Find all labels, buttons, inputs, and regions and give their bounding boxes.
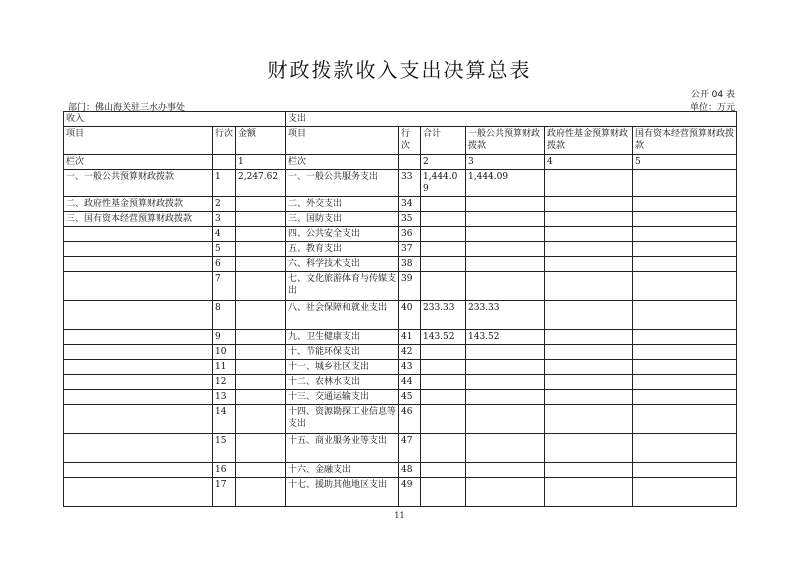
lanci-state: 5 xyxy=(633,155,737,170)
income-row-no: 6 xyxy=(213,257,236,272)
expense-item: 十二、农林水支出 xyxy=(286,375,399,390)
table-row xyxy=(64,478,737,507)
income-item xyxy=(64,227,213,242)
income-row-no: 1 xyxy=(213,170,236,197)
state-capital-amount xyxy=(633,242,737,257)
expense-header: 支出 xyxy=(286,112,737,127)
total-amount: 1,444.09 xyxy=(421,170,466,197)
state-capital-amount xyxy=(633,227,737,242)
expense-item: 十七、援助其他地区支出 xyxy=(286,478,399,507)
state-capital-amount xyxy=(633,170,737,197)
expense-row-no: 41 xyxy=(399,330,421,345)
income-row-no: 2 xyxy=(213,197,236,212)
document-title: 财政拨款收入支出决算总表 xyxy=(267,58,532,82)
total-amount xyxy=(421,405,466,434)
income-item xyxy=(64,242,213,257)
expense-item: 十三、交通运输支出 xyxy=(286,390,399,405)
lanci-row xyxy=(64,155,737,170)
income-row-no: 10 xyxy=(213,345,236,360)
income-amount xyxy=(236,301,286,330)
col-expense-item: 项目 xyxy=(286,127,399,155)
general-budget-amount xyxy=(466,434,545,463)
col-gov-fund: 政府性基金预算财政拨款 xyxy=(545,127,633,155)
table-row xyxy=(64,463,737,478)
state-capital-amount xyxy=(633,463,737,478)
lanci-label: 栏次 xyxy=(64,155,213,170)
general-budget-amount xyxy=(466,227,545,242)
state-capital-amount xyxy=(633,360,737,375)
income-amount xyxy=(236,212,286,227)
income-amount xyxy=(236,405,286,434)
table-row xyxy=(64,360,737,375)
expense-item: 十五、商业服务业等支出 xyxy=(286,434,399,463)
general-budget-amount xyxy=(466,463,545,478)
total-amount xyxy=(421,227,466,242)
lanci-total: 2 xyxy=(421,155,466,170)
table-row xyxy=(64,405,737,434)
income-item xyxy=(64,390,213,405)
income-amount xyxy=(236,330,286,345)
gov-fund-amount xyxy=(545,478,633,507)
income-item xyxy=(64,345,213,360)
general-budget-amount: 233.33 xyxy=(466,301,545,330)
expense-item: 二、外交支出 xyxy=(286,197,399,212)
income-row-no: 16 xyxy=(213,463,236,478)
general-budget-amount xyxy=(466,360,545,375)
gov-fund-amount xyxy=(545,330,633,345)
table-row xyxy=(64,330,737,345)
gov-fund-amount xyxy=(545,463,633,478)
expense-item: 一、一般公共服务支出 xyxy=(286,170,399,197)
expense-item: 七、文化旅游体育与传媒支出 xyxy=(286,272,399,301)
income-item xyxy=(64,360,213,375)
income-row-no: 5 xyxy=(213,242,236,257)
income-row-no: 7 xyxy=(213,272,236,301)
general-budget-amount xyxy=(466,345,545,360)
expense-row-no: 42 xyxy=(399,345,421,360)
income-item xyxy=(64,301,213,330)
col-income-row: 行次 xyxy=(213,127,236,155)
general-budget-amount xyxy=(466,212,545,227)
column-header-row xyxy=(64,127,737,155)
expense-item: 三、国防支出 xyxy=(286,212,399,227)
income-row-no: 4 xyxy=(213,227,236,242)
total-amount xyxy=(421,463,466,478)
state-capital-amount xyxy=(633,212,737,227)
gov-fund-amount xyxy=(545,242,633,257)
total-amount xyxy=(421,242,466,257)
general-budget-amount xyxy=(466,197,545,212)
income-row-no: 11 xyxy=(213,360,236,375)
general-budget-amount xyxy=(466,242,545,257)
income-amount xyxy=(236,390,286,405)
expense-row-no: 36 xyxy=(399,227,421,242)
income-row-no: 12 xyxy=(213,375,236,390)
income-row-no: 15 xyxy=(213,434,236,463)
total-amount xyxy=(421,360,466,375)
col-state-capital: 国有资本经营预算财政拨款 xyxy=(633,127,737,155)
col-total: 合计 xyxy=(421,127,466,155)
state-capital-amount xyxy=(633,434,737,463)
expense-item: 十、节能环保支出 xyxy=(286,345,399,360)
table-row xyxy=(64,390,737,405)
gov-fund-amount xyxy=(545,375,633,390)
lanci-amount: 1 xyxy=(236,155,286,170)
expense-item: 十一、城乡社区支出 xyxy=(286,360,399,375)
expense-row-no: 37 xyxy=(399,242,421,257)
income-row-no: 3 xyxy=(213,212,236,227)
gov-fund-amount xyxy=(545,405,633,434)
income-item xyxy=(64,375,213,390)
income-amount xyxy=(236,345,286,360)
expense-item: 九、卫生健康支出 xyxy=(286,330,399,345)
total-amount xyxy=(421,272,466,301)
total-amount xyxy=(421,478,466,507)
income-row-no: 8 xyxy=(213,301,236,330)
expense-row-no: 38 xyxy=(399,257,421,272)
lanci-general: 3 xyxy=(466,155,545,170)
col-expense-row: 行次 xyxy=(399,127,421,155)
gov-fund-amount xyxy=(545,345,633,360)
state-capital-amount xyxy=(633,257,737,272)
income-amount xyxy=(236,242,286,257)
gov-fund-amount xyxy=(545,197,633,212)
income-item: 二、政府性基金预算财政拨款 xyxy=(64,197,213,212)
gov-fund-amount xyxy=(545,212,633,227)
state-capital-amount xyxy=(633,478,737,507)
expense-row-no: 40 xyxy=(399,301,421,330)
table-row xyxy=(64,375,737,390)
table-row xyxy=(64,212,737,227)
total-amount xyxy=(421,434,466,463)
table-row xyxy=(64,197,737,212)
table-row xyxy=(64,170,737,197)
gov-fund-amount xyxy=(545,434,633,463)
state-capital-amount xyxy=(633,330,737,345)
gov-fund-amount xyxy=(545,360,633,375)
gov-fund-amount xyxy=(545,257,633,272)
table-row xyxy=(64,301,737,330)
state-capital-amount xyxy=(633,272,737,301)
expense-row-no: 44 xyxy=(399,375,421,390)
department-label: 部门：佛山海关驻三水办事处 xyxy=(68,103,186,113)
expense-row-no: 35 xyxy=(399,212,421,227)
income-item xyxy=(64,272,213,301)
income-row-no: 14 xyxy=(213,405,236,434)
lanci-label-2: 栏次 xyxy=(286,155,399,170)
total-amount xyxy=(421,257,466,272)
income-amount xyxy=(236,197,286,212)
income-item: 一、一般公共预算财政拨款 xyxy=(64,170,213,197)
general-budget-amount: 143.52 xyxy=(466,330,545,345)
expense-row-no: 34 xyxy=(399,197,421,212)
income-item: 三、国有资本经营预算财政拨款 xyxy=(64,212,213,227)
income-row-no: 9 xyxy=(213,330,236,345)
expense-item: 十六、金融支出 xyxy=(286,463,399,478)
expense-item: 六、科学技术支出 xyxy=(286,257,399,272)
income-item xyxy=(64,463,213,478)
gov-fund-amount xyxy=(545,272,633,301)
table-row xyxy=(64,242,737,257)
income-item xyxy=(64,257,213,272)
income-item xyxy=(64,405,213,434)
general-budget-amount xyxy=(466,478,545,507)
state-capital-amount xyxy=(633,197,737,212)
income-amount xyxy=(236,478,286,507)
state-capital-amount xyxy=(633,301,737,330)
income-header: 收入 xyxy=(64,112,286,127)
income-amount xyxy=(236,434,286,463)
lanci-fund: 4 xyxy=(545,155,633,170)
budget-table xyxy=(63,111,737,507)
general-budget-amount xyxy=(466,272,545,301)
total-amount xyxy=(421,390,466,405)
total-amount: 143.52 xyxy=(421,330,466,345)
expense-row-no: 49 xyxy=(399,478,421,507)
col-income-item: 项目 xyxy=(64,127,213,155)
unit-label: 单位：万元 xyxy=(689,103,735,113)
gov-fund-amount xyxy=(545,227,633,242)
income-amount xyxy=(236,257,286,272)
income-amount xyxy=(236,227,286,242)
total-amount xyxy=(421,197,466,212)
general-budget-amount xyxy=(466,257,545,272)
expense-item: 八、社会保障和就业支出 xyxy=(286,301,399,330)
gov-fund-amount xyxy=(545,301,633,330)
expense-row-no: 45 xyxy=(399,390,421,405)
general-budget-amount xyxy=(466,375,545,390)
table-row xyxy=(64,272,737,301)
expense-row-no: 48 xyxy=(399,463,421,478)
income-row-no: 13 xyxy=(213,390,236,405)
expense-row-no: 43 xyxy=(399,360,421,375)
state-capital-amount xyxy=(633,390,737,405)
form-number: 公开 04 表 xyxy=(690,90,735,100)
col-income-amount: 金额 xyxy=(236,127,286,155)
table-row xyxy=(64,345,737,360)
income-amount xyxy=(236,463,286,478)
page-number: 11 xyxy=(394,511,405,520)
expense-row-no: 47 xyxy=(399,434,421,463)
income-row-no: 17 xyxy=(213,478,236,507)
state-capital-amount xyxy=(633,405,737,434)
total-amount: 233.33 xyxy=(421,301,466,330)
total-amount xyxy=(421,212,466,227)
expense-row-no: 39 xyxy=(399,272,421,301)
general-budget-amount: 1,444.09 xyxy=(466,170,545,197)
income-item xyxy=(64,434,213,463)
income-amount xyxy=(236,375,286,390)
income-item xyxy=(64,330,213,345)
table-row xyxy=(64,227,737,242)
total-amount xyxy=(421,375,466,390)
general-budget-amount xyxy=(466,390,545,405)
expense-row-no: 46 xyxy=(399,405,421,434)
state-capital-amount xyxy=(633,375,737,390)
expense-item: 五、教育支出 xyxy=(286,242,399,257)
expense-item: 四、公共安全支出 xyxy=(286,227,399,242)
gov-fund-amount xyxy=(545,390,633,405)
income-amount xyxy=(236,360,286,375)
gov-fund-amount xyxy=(545,170,633,197)
col-general-budget: 一般公共预算财政拨款 xyxy=(466,127,545,155)
expense-row-no: 33 xyxy=(399,170,421,197)
income-amount: 2,247.62 xyxy=(236,170,286,197)
income-item xyxy=(64,478,213,507)
income-amount xyxy=(236,272,286,301)
state-capital-amount xyxy=(633,345,737,360)
table-row xyxy=(64,434,737,463)
section-header-row xyxy=(64,112,737,127)
table-row xyxy=(64,257,737,272)
total-amount xyxy=(421,345,466,360)
expense-item: 十四、资源勘探工业信息等支出 xyxy=(286,405,399,434)
general-budget-amount xyxy=(466,405,545,434)
